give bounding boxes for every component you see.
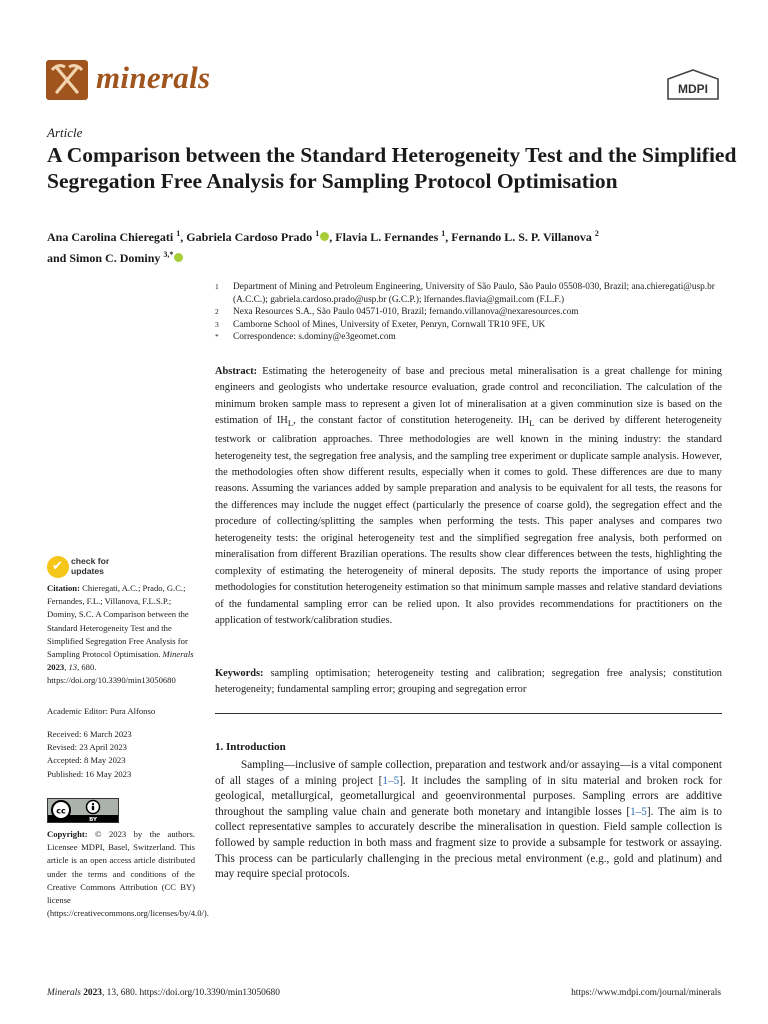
- abstract-label: Abstract:: [215, 366, 258, 377]
- article-type: Article: [47, 125, 83, 140]
- date-received: Received: 6 March 2023: [47, 729, 132, 739]
- orcid-icon[interactable]: [320, 232, 329, 241]
- abstract: Abstract: Estimating the heterogeneity of base and precious metal mineralisation is a great challenge for mining engineers and geologists who undertake resource evaluation, grade control and reconciliation. The calculation of the minimum broken sample mass to represent a given lot of mineralisation at a given comminution size is based on the estimation of $IH_L$, the constant factor of constitution heterogeneity. $IH_L$ can be derived by different heterogeneity testwork or calibration approaches. Three methodologies are well known in the mining industry: the standard heterogeneity test, the segregation free analysis, and the sampling tree experiment or duplicate sample analysis. However, the methodologies often show different results, especially when it comes to gold. These differences are due to many reasons. Assuming the variances added by sample preparation and analysis to be equivalent for all tests, the reasons for the differences may include the nugget effect (particularly the presence of coarse gold), the segregation effect and the procedure of collecting/splitting the samples when performing the tests. This paper analyses and compares two heterogeneity tests: the original heterogeneity test and the simplified segregation free analysis, both performed on mineralisation from different Brazilian operations. The results show clear differences between the tests, highlighting the complexity of estimating the heterogeneity of mineral deposits. The study reports the importance of using proper methodologies for constitution heterogeneity estimation so that minimum sample masses and relative standard deviations of the fundamental sampling error can be relied upon. It also provides recommendations for practitioners on the application of testwork/calibration studies.: [215, 366, 722, 627]
- affiliation-item: 3 Camborne School of Mines, University of Exeter, Penryn, Cornwall TR10 9FE, UK: [215, 319, 546, 330]
- checkmark-icon: ✔: [52, 559, 63, 574]
- affiliations: [215, 281, 735, 344]
- citation-link[interactable]: 1–5: [630, 805, 647, 818]
- author-4[interactable]: Fernando L. S. P. Villanova $^2$: [451, 229, 599, 244]
- date-revised: Revised: 23 April 2023: [47, 742, 127, 753]
- footer-journal-url[interactable]: https://www.mdpi.com/journal/minerals: [571, 988, 721, 998]
- section-heading: 1. Introduction: [215, 741, 286, 753]
- section-divider: [215, 713, 722, 714]
- cc-by-label: BY: [89, 817, 97, 822]
- mdpi-logo-text: MDPI: [678, 82, 708, 96]
- copyright-notice: Copyright: © 2023 by the authors. Licensee MDPI, Basel, Switzerland. This article is an open access article distributed under the terms and conditions of the Creative Commons Attribution (CC BY) license (https://creativecommons.org/licenses/by/4.0/).: [47, 829, 209, 919]
- mdpi-logo[interactable]: [666, 69, 720, 101]
- cc-by-license-badge[interactable]: [47, 798, 119, 823]
- author-3[interactable]: Flavia L. Fernandes $^1$: [335, 229, 446, 244]
- date-accepted: Accepted: 8 May 2023: [47, 755, 126, 766]
- citation-block: Citation: Chieregati, A.C.; Prado, G.C.; Fernandes, F.L.; Villanova, F.L.S.P.; Dominy, S.C. A Comparison between the Standard Heterogeneity Test and the Simplified Segregation Free Analysis for Sampling Protocol Optimisation. Minerals 2023, 13, 680. https://doi.org/10.3390/min13050680: [47, 583, 194, 686]
- affiliation-item: 1 Department of Mining and Petroleum Engineering, University of São Paulo, São Paulo 05508-030, Brazil; ana.chieregati@usp.br (A.C.C.); gabriela.cardoso.prado@usp.br (G.C.P.); lfernandes.flavia@gmail.com (F.L.F.): [215, 282, 715, 305]
- author-5[interactable]: and Simon C. Dominy $^{3,*}$: [47, 251, 183, 265]
- author-2[interactable]: Gabriela Cardoso Prado $^1$: [186, 230, 329, 244]
- academic-editor: Academic Editor: Pura Alfonso: [47, 706, 156, 716]
- citation-link[interactable]: 1–5: [382, 774, 400, 787]
- journal-logo: [46, 60, 88, 100]
- keywords-label: Keywords:: [215, 668, 264, 679]
- introduction-paragraph: Sampling—inclusive of sample collection, preparation and testwork and/or assaying—is a vital component of all stages of a mining project [1–5]. It includes the sampling of in situ material and broken rock for geological, metallurgical, geometallurgical and geoenvironmental purposes. Sampling errors are additive throughout the sampling value chain and generate both monetary and intangible losses [1–5]. The aim is to collect representative samples to accurately describe the mineralisation in question. Field sample collection is followed by sample reduction in both mass and fragment size to provide a subsample for testwork or assaying. This process can be particularly challenging in the precious metal environment (e.g., gold and platinum) and may require special protocols.: [215, 759, 722, 881]
- author-1[interactable]: Ana Carolina Chieregati $^1$: [47, 229, 181, 244]
- article-title: A Comparison between the Standard Heterogeneity Test and the Simplified Segregation Free Analysis for Sampling Protocol Optimisation: [47, 143, 737, 193]
- affiliation-item: 2 Nexa Resources S.A., São Paulo 04571-010, Brazil; fernando.villanova@nexaresources.com: [215, 307, 579, 318]
- publication-dates: [47, 728, 197, 781]
- author-list: Ana Carolina Chieregati $^1$, Gabriela Cardoso Prado $^1$ , Flavia L. Fernandes $^1$, Fernando L. S. P. Villanova $^2$ and Simon C. Dominy $^{3,*}$: [47, 229, 599, 265]
- journal-name[interactable]: minerals: [96, 60, 211, 95]
- footer-citation: Minerals 2023, 13, 680. https://doi.org/10.3390/min13050680: [47, 988, 280, 998]
- pickaxe-icon: [46, 60, 88, 100]
- orcid-icon[interactable]: [174, 253, 183, 262]
- affiliation-item: * Correspondence: s.dominy@e3geomet.com: [215, 332, 396, 343]
- keywords: Keywords: sampling optimisation; heterogeneity testing and calibration; segregation free analysis; constitution heterogeneity; fundamental sampling error; grouping and segregation error: [215, 668, 722, 695]
- date-published: Published: 16 May 2023: [47, 768, 132, 779]
- svg-text:cc: cc: [56, 806, 66, 816]
- check-for-updates-button[interactable]: check for updates: [71, 556, 110, 576]
